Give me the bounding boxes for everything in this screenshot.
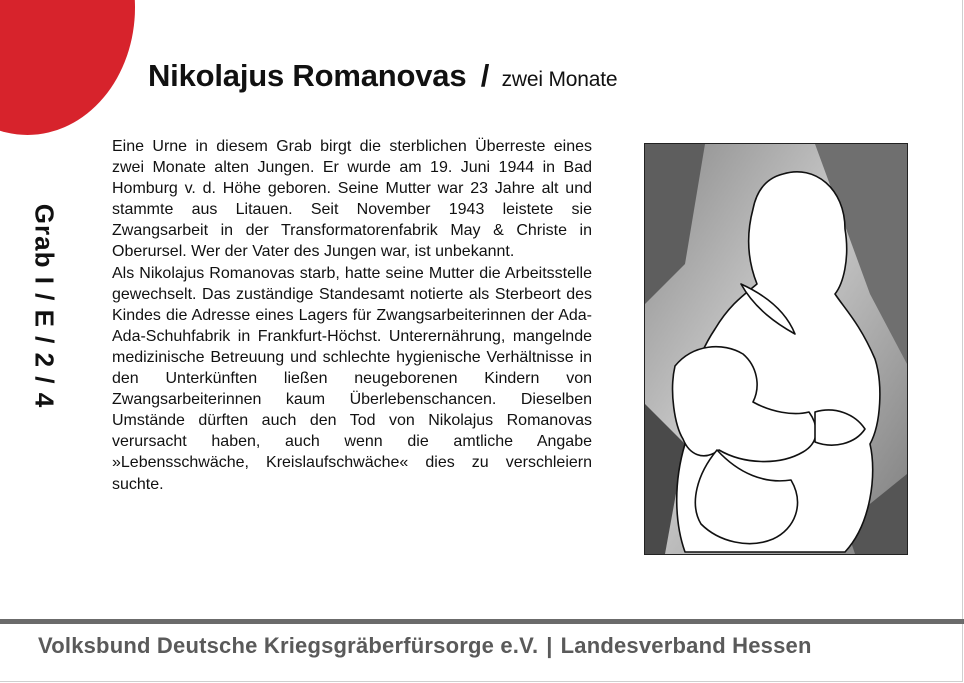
biography-paragraph-2: Als Nikolajus Romanovas starb, hatte seine Mutter die Arbeitsstelle gewechselt. Das zuständige Standesamt notierte als Sterbeort des Kindes die Adresse eines Lagers für Zwangsarbeiterinnen der Ada-Ada-Schuhfabrik in Frankfurt-Höchst. Unterernährung, mangelnde medizinische Betreuung und schlechte hygienische Verhältnisse in den Unterkünften ließen neugeborenen Kindern von Zwangsarbeiterinnen kaum Überlebenschancen. Dieselben Umstände dürften auch den Tod von Nikolajus Romanovas verursacht haben, auch wenn die amtliche Angabe »Lebensschwäche, Kreislaufschwäche« dies zu verschleiern suchte. [112, 264, 592, 493]
age-subtitle: zwei Monate [501, 68, 618, 91]
page-title [148, 58, 617, 94]
footer-region: Landesverband Hessen [560, 633, 812, 658]
footer-divider [0, 619, 964, 624]
footer-separator: | [546, 633, 553, 658]
biography-paragraph-1: Eine Urne in diesem Grab birgt die sterblichen Überreste eines zwei Monate alten Jungen. Er wurde am 19. Juni 1944 in Bad Homburg v. d. Höhe geboren. Seine Mutter war 23 Jahre alt und stammte aus Litauen. Seit November 1943 leistete sie Zwangsarbeit in der Transformatorenfabrik May & Christe in Oberursel. Wer der Vater des Jungen war, ist unbekannt. [112, 138, 592, 261]
footer [38, 633, 812, 659]
grave-number-label: Grab I / E / 2 / 4 [29, 203, 60, 409]
mother-and-child-image [644, 143, 908, 555]
footer-organization: Volksbund Deutsche Kriegsgräberfürsorge e.V. [38, 633, 539, 658]
person-name: Nikolajus Romanovas [148, 58, 467, 93]
title-separator: / [480, 58, 490, 93]
red-circle-decoration [0, 0, 135, 135]
biography-text [112, 136, 592, 495]
